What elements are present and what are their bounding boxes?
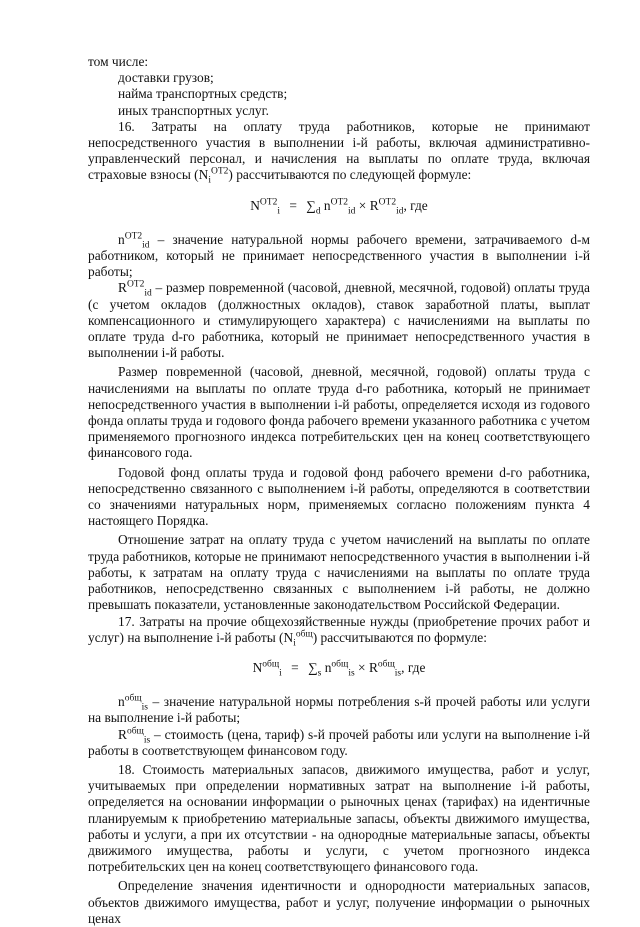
paragraph-wage-size: Размер повременной (часовой, дневной, месячной, годовой) оплаты труда с начислениями на выплаты по оплате труда d-го работника, который не принимает непосредственного участия в выполнении i-й работы, определяется исходя из годового фонда оплаты труда и годового фонда рабочего времени указанного работника с учетом применяемого прогнозного индекса потребительских цен на конец соответствующего финансового года. <box>88 364 590 461</box>
paragraph-16-tail: ) рассчитываются по следующей формуле: <box>228 167 472 183</box>
list-item-other-transport: иных транспортных услуг. <box>118 102 269 118</box>
formula-16: $N^{ОТ2}_i = \sum_d$ $n^{ОТ2}_{id} \times R^{ОТ2}_{id}$, где <box>250 197 428 217</box>
definition-n-obshch: $n^{общ}_{is}$ – значение натуральной нормы потребления s-й прочей работы или услуги на выполнение i-й работы; <box>88 693 590 726</box>
formula-17: $N^{общ}_i = \sum_s$ $n^{общ}_{is} \times R^{общ}_{is}$, где <box>252 659 426 679</box>
paragraph-identity: Определение значения идентичности и однородности материальных запасов, объектов движимого имущества, работ и услуг, получение информации о рыночных ценах <box>88 878 590 926</box>
intro-line: том числе: <box>88 54 149 69</box>
paragraph-ratio: Отношение затрат на оплату труда с учетом начислений на выплаты по оплате труда работников, которые не принимают непосредственного участия в выполнении i-й работы, к затратам на оплату труда с начислениями на выплаты по оплате труда работников, непосредственно связанных с выполнением i-й работы, не должно превышать показатели, установленные законодательством Российской Федерации. <box>88 532 590 613</box>
list-item-vehicle-hire: найма транспортных средств; <box>118 86 288 102</box>
paragraph-16 <box>88 118 590 187</box>
paragraph-17: 17. Затраты на прочие общехозяйственные нужды (приобретение прочих работ и услуг) на выполнение i-й работы $(N_i^{общ})$ рассчитываются по формуле: <box>88 613 590 649</box>
symbol-n-obshch: $N_i^{общ}$ <box>283 629 313 649</box>
symbol-n-ot2: $N_i^{ОТ2}$ <box>198 166 229 187</box>
definition-r-obshch: $R^{общ}_{is}$ – стоимость (цена, тариф) s-й прочей работы или услуги на выполнение i-й работы в соответствующем финансовом году. <box>88 726 590 758</box>
paragraph-16-text: 16. Затраты на оплату труда работников, которые не принимают непосредственного участия в выполнении i-й работы, включая административно-управленческий персонал, и начисления на выплаты по оплате труда, включая страховые взносы ( <box>88 118 590 183</box>
document-page <box>88 54 590 927</box>
paragraph-18: 18. Стоимость материальных запасов, движимого имущества, работ и услуг, учитываемых при определении нормативных затрат на выполнение i-й работы, определяется на основании информации о рыночных ценах (тарифах) на идентичные планируемым к приобретению материальные запасы, объекты движимого имущества, работы и услуги, а при их отсутствии - на однородные материальные запасы, объекты движимого имущества, работы и услуги, с учетом прогнозного индекса потребительских цен на конец соответствующего финансового года. <box>88 761 590 875</box>
list-item-freight: доставки грузов; <box>118 70 214 86</box>
paragraph-annual-fund: Годовой фонд оплаты труда и годовой фонд рабочего времени d-го работника, непосредственно связанного с выполнением i-й работы, определяются в соответствии со значениями натуральных норм, применяемых согласно положениям пункта 4 настоящего Порядка. <box>88 464 590 529</box>
definition-r-ot2: $R^{ОТ2}_{id}$ – размер повременной (часовой, дневной, месячной, годовой) оплаты труда (с учетом окладов (должностных окладов), ставок заработной платы, выплат компенсационного и стимулирующего характера) с начислениями на выплаты по оплате труда d-го работника, который не принимает непосредственного участия в выполнении i-й работы. <box>88 279 590 361</box>
definition-n-ot2: $n^{ОТ2}_{id}$ – значение натуральной нормы рабочего времени, затрачиваемого d-м работником, который не принимает непосредственного участия в выполнении i-й работы; <box>88 231 590 280</box>
